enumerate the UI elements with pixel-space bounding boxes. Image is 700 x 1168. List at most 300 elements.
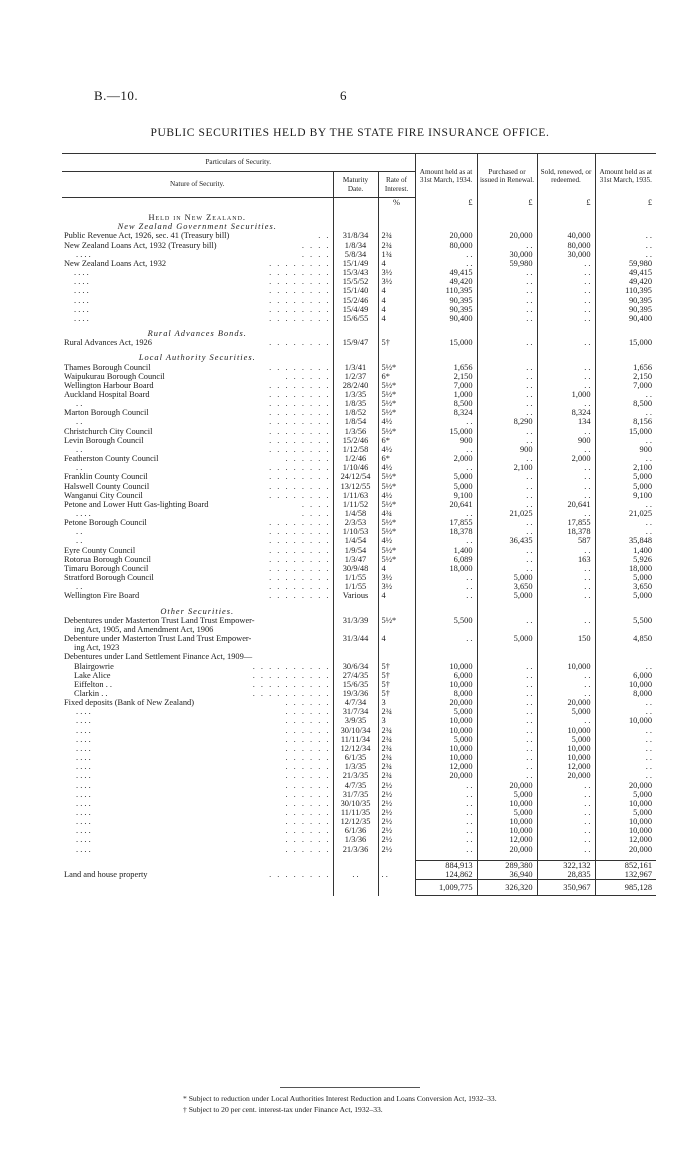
interest-rate: 4 <box>378 564 415 573</box>
security-name <box>62 762 333 771</box>
purchased-amount: . . <box>477 305 537 314</box>
maturity-date: 1/3/47 <box>333 555 378 564</box>
purchased-amount <box>477 625 537 634</box>
leader-dots: . . . . . . . . <box>269 518 331 528</box>
interest-rate: 5½* <box>378 616 415 625</box>
sold-amount: 2,000 <box>537 454 595 463</box>
security-name <box>62 445 333 454</box>
sold-amount: 10,000 <box>537 726 595 735</box>
maturity-date: 6/1/35 <box>333 753 378 762</box>
purchased-amount: . . <box>477 277 537 286</box>
leader-dots: . . . . . . <box>285 698 331 708</box>
amount-held-1934: 18,000 <box>415 564 477 573</box>
table-row <box>62 790 656 799</box>
maturity-date: 1/3/41 <box>333 363 378 372</box>
security-name <box>62 880 333 896</box>
security-name <box>62 286 333 295</box>
amount-held-1934: 5,000 <box>415 735 477 744</box>
purchased-amount: . . <box>477 698 537 707</box>
security-name <box>62 790 333 799</box>
interest-rate: 5† <box>378 689 415 698</box>
page-reference: B.—10. <box>94 88 139 103</box>
leader-dots: . . . . . . . . <box>269 435 331 445</box>
sold-amount: 134 <box>537 417 595 426</box>
sold-header: Sold, renewed, or redeemed. <box>537 154 595 198</box>
maturity-date: 12/12/34 <box>333 744 378 753</box>
maturity-date: 21/3/36 <box>333 845 378 854</box>
purchased-amount: . . <box>477 286 537 295</box>
leader-dots: . . . . . . <box>285 798 331 808</box>
table-row <box>62 781 656 790</box>
sold-amount: . . <box>537 790 595 799</box>
security-name-text: . . . . <box>76 789 91 799</box>
table-row <box>62 231 656 240</box>
footnote-dagger: † Subject to 20 per cent. interest-tax under Finance Act, 1932–33. <box>183 1105 383 1114</box>
leader-dots: . . . . . . . . <box>269 286 331 296</box>
security-name-text: . . . . <box>76 826 91 836</box>
security-name <box>62 564 333 573</box>
table-row <box>62 564 656 573</box>
interest-rate: 2½ <box>378 799 415 808</box>
security-name <box>62 338 333 347</box>
amount-held-1934: . . <box>415 417 477 426</box>
amount-held-1934: 7,000 <box>415 381 477 390</box>
maturity-date: 1/4/58 <box>333 509 378 518</box>
sold-amount: 80,000 <box>537 241 595 250</box>
sold-amount: 150 <box>537 634 595 643</box>
sold-amount <box>537 625 595 634</box>
interest-rate: 4½ <box>378 417 415 426</box>
leader-dots: . . . . . . <box>285 725 331 735</box>
sold-amount: 30,000 <box>537 250 595 259</box>
maturity-date: 13/12/55 <box>333 482 378 491</box>
security-name <box>62 870 333 880</box>
amount-held-1934: 20,641 <box>415 500 477 509</box>
leader-dots: . . . . . . . . . . <box>252 661 331 671</box>
sold-amount: . . <box>537 286 595 295</box>
purchased-amount: . . <box>477 482 537 491</box>
interest-rate: 2½ <box>378 835 415 844</box>
interest-rate: 2½ <box>378 808 415 817</box>
rate-header: Rate of Interest. <box>378 172 415 198</box>
interest-rate: 3½ <box>378 573 415 582</box>
amount-unit-1934: £ <box>415 198 477 208</box>
security-name-text: . . . . <box>76 509 91 518</box>
interest-rate: 3½ <box>378 277 415 286</box>
maturity-date <box>333 652 378 661</box>
security-name-text: . . . . <box>76 762 91 772</box>
security-name <box>62 860 333 870</box>
sold-amount <box>537 643 595 652</box>
amount-held-1934: 8,500 <box>415 399 477 408</box>
amount-held-1935: 20,000 <box>595 845 656 854</box>
amount-held-1935: 1,400 <box>595 546 656 555</box>
security-name <box>62 726 333 735</box>
maturity-date: 1/12/58 <box>333 445 378 454</box>
maturity-date: 1/3/35 <box>333 390 378 399</box>
purchased-amount: 10,000 <box>477 799 537 808</box>
amount-held-1935: 852,161 <box>595 860 656 870</box>
amount-held-1934: 1,000 <box>415 390 477 399</box>
amount-held-1935: 15,000 <box>595 427 656 436</box>
purchased-amount: . . <box>477 427 537 436</box>
security-name-text: . . . . <box>76 771 91 781</box>
amount-held-1934 <box>415 652 477 661</box>
sold-amount: . . <box>537 680 595 689</box>
interest-rate: 5½* <box>378 363 415 372</box>
amount-held-1935: . . <box>595 726 656 735</box>
region-heading: Held in New Zealand. <box>148 213 247 223</box>
security-name <box>62 591 333 600</box>
amount-held-1934: 15,000 <box>415 427 477 436</box>
security-name <box>62 408 333 417</box>
security-name-text: . . . . <box>76 707 91 717</box>
purchased-amount: . . <box>477 527 537 536</box>
leader-dots: . . . . . . . . <box>269 389 331 399</box>
interest-rate: 4 <box>378 314 415 323</box>
leader-dots: . . . . . . . . <box>269 582 331 592</box>
amount-held-1934: . . <box>415 799 477 808</box>
interest-rate: 2¾ <box>378 744 415 753</box>
security-name <box>62 347 333 353</box>
amount-held-1935: 10,000 <box>595 817 656 826</box>
sold-amount: 20,000 <box>537 771 595 780</box>
sold-amount: . . <box>537 363 595 372</box>
amount-held-1934: . . <box>415 845 477 854</box>
empty-cell <box>595 607 656 616</box>
security-name-text: Wellington Harbour Board <box>64 380 154 390</box>
interest-rate: 5½* <box>378 482 415 491</box>
purchased-amount: . . <box>477 518 537 527</box>
interest-rate: 3½ <box>378 268 415 277</box>
purchased-amount: 20,000 <box>477 231 537 240</box>
amount-held-1934: . . <box>415 259 477 268</box>
table-row <box>62 634 656 643</box>
purchased-amount: . . <box>477 500 537 509</box>
leader-dots: . . . . . . . . <box>269 313 331 323</box>
amount-held-1934: 1,400 <box>415 546 477 555</box>
empty-cell <box>333 329 378 338</box>
empty-cell <box>595 329 656 338</box>
sold-amount: . . <box>537 259 595 268</box>
leader-dots: . . . . . . <box>285 826 331 836</box>
amount-held-1934: . . <box>415 591 477 600</box>
security-name <box>62 241 333 250</box>
leader-dots: . . . . . . . . <box>269 563 331 573</box>
maturity-date <box>333 643 378 652</box>
leader-dots: . . . . . . . . <box>269 591 331 601</box>
amount-held-1934: 10,000 <box>415 753 477 762</box>
amount-held-1935: 5,000 <box>595 482 656 491</box>
maturity-date: 15/6/35 <box>333 680 378 689</box>
leader-dots: . . . . . . . . <box>269 426 331 436</box>
maturity-date: 15/6/55 <box>333 314 378 323</box>
amount-held-1935: . . <box>595 250 656 259</box>
security-name-text: . . . . <box>76 835 91 845</box>
purchased-amount: . . <box>477 680 537 689</box>
purchased-amount: 36,940 <box>477 870 537 880</box>
interest-rate: 2½ <box>378 826 415 835</box>
amount-held-1934: . . <box>415 634 477 643</box>
security-name-text: Blairgowrie <box>74 661 114 671</box>
section-heading: Other Securities. <box>160 606 235 616</box>
security-name <box>62 671 333 680</box>
security-name <box>62 625 333 634</box>
empty-cell <box>415 213 477 222</box>
security-name <box>62 753 333 762</box>
amount-held-1935: . . <box>595 771 656 780</box>
leader-dots: . . . . . . <box>285 743 331 753</box>
leader-dots: . . . . . . . . <box>269 295 331 305</box>
security-name <box>62 518 333 527</box>
table-row <box>62 390 656 399</box>
maturity-date: 15/3/43 <box>333 268 378 277</box>
security-name <box>62 643 333 652</box>
security-name-text: Public Revenue Act, 1926, sec. 41 (Treasury bill) <box>64 231 230 241</box>
amount-held-1934: 1,656 <box>415 363 477 372</box>
leader-dots: . . . . . . . . <box>269 408 331 418</box>
table-row <box>62 808 656 817</box>
purchased-amount: . . <box>477 689 537 698</box>
amount-held-1934: 20,000 <box>415 231 477 240</box>
leader-dots: . . . . . . . . <box>269 380 331 390</box>
sold-amount: . . <box>537 835 595 844</box>
security-name <box>62 808 333 817</box>
amount-held-1935: . . <box>595 753 656 762</box>
maturity-date: 1/1/55 <box>333 573 378 582</box>
purchased-amount: 21,025 <box>477 509 537 518</box>
maturity-date: 30/10/34 <box>333 726 378 735</box>
security-name-text: Waipukurau Borough Council <box>64 371 165 381</box>
purchased-amount: 2,100 <box>477 463 537 472</box>
leader-dots: . . . . . . <box>285 753 331 763</box>
sold-amount: 12,000 <box>537 762 595 771</box>
purchased-amount: . . <box>477 408 537 417</box>
amount-held-1935: 59,980 <box>595 259 656 268</box>
table-row <box>62 454 656 463</box>
subtotal-row <box>62 860 656 870</box>
amount-held-1935: . . <box>595 241 656 250</box>
leader-dots: . . . . . . . . <box>269 554 331 564</box>
maturity-date: 31/3/39 <box>333 616 378 625</box>
sold-amount: 350,967 <box>537 880 595 896</box>
table-row <box>62 286 656 295</box>
security-name-text: . . . . <box>76 716 91 726</box>
leader-dots: . . . . <box>301 509 331 518</box>
security-name <box>62 744 333 753</box>
empty-cell <box>415 329 477 338</box>
purchased-amount: . . <box>477 564 537 573</box>
amount-held-1935 <box>595 625 656 634</box>
maturity-date: 11/11/35 <box>333 808 378 817</box>
leader-dots: . . . . . . <box>285 771 331 781</box>
table-row <box>62 817 656 826</box>
maturity-date: 1/8/34 <box>333 241 378 250</box>
total-row <box>62 880 656 896</box>
table-row <box>62 762 656 771</box>
table-row <box>62 445 656 454</box>
amount-held-1934: 1,009,775 <box>415 880 477 896</box>
purchased-amount: 20,000 <box>477 845 537 854</box>
security-name <box>62 546 333 555</box>
table-row <box>62 417 656 426</box>
security-name-text: Marton Borough Council <box>64 408 149 418</box>
sold-amount: 10,000 <box>537 744 595 753</box>
interest-rate: 5† <box>378 338 415 347</box>
table-row <box>62 241 656 250</box>
maturity-date: 1/8/52 <box>333 408 378 417</box>
amount-held-1935: . . <box>595 527 656 536</box>
sold-amount: 322,132 <box>537 860 595 870</box>
rate-unit: % <box>378 198 415 208</box>
security-name-text: Stratford Borough Council <box>64 573 154 583</box>
interest-rate: 5½* <box>378 518 415 527</box>
sold-amount: 10,000 <box>537 753 595 762</box>
empty-cell <box>477 222 537 231</box>
empty-cell <box>595 353 656 362</box>
interest-rate: 5½* <box>378 408 415 417</box>
leader-dots: . . . . . . . . <box>269 545 331 555</box>
purchased-amount <box>477 643 537 652</box>
purchased-amount: . . <box>477 771 537 780</box>
sold-amount: 1,000 <box>537 390 595 399</box>
maturity-date: 1/11/52 <box>333 500 378 509</box>
sold-amount: 28,835 <box>537 870 595 880</box>
amount-held-1934: 10,000 <box>415 680 477 689</box>
amount-held-1935: . . <box>595 762 656 771</box>
sold-amount: 5,000 <box>537 707 595 716</box>
leader-dots: . . . . . . . . . . <box>252 679 331 689</box>
sold-amount: . . <box>537 716 595 725</box>
table-row <box>62 363 656 372</box>
security-name <box>62 500 333 509</box>
maturity-date: 31/8/34 <box>333 231 378 240</box>
empty-cell <box>477 213 537 222</box>
maturity-date: 5/8/34 <box>333 250 378 259</box>
security-name-text: Levin Borough Council <box>64 435 144 445</box>
amount-held-1935: 985,128 <box>595 880 656 896</box>
security-name-text: Debentures under Land Settlement Finance Act, 1909— <box>64 652 253 662</box>
interest-rate: 5½* <box>378 555 415 564</box>
table-row <box>62 582 656 591</box>
maturity-date: 28/2/40 <box>333 381 378 390</box>
security-name <box>62 314 333 323</box>
purchased-amount: . . <box>477 753 537 762</box>
maturity-date: 1/1/55 <box>333 582 378 591</box>
leader-dots: . . . . . . . . <box>269 277 331 287</box>
security-name-text: Wanganui City Council <box>64 490 143 500</box>
interest-rate: 4½ <box>378 463 415 472</box>
security-name <box>62 652 333 661</box>
security-name <box>62 427 333 436</box>
leader-dots: . . . . . . . . <box>269 472 331 482</box>
sold-amount: . . <box>537 399 595 408</box>
table-row <box>62 472 656 481</box>
security-name-text: . . . . <box>74 295 89 305</box>
amount-held-1935: 6,000 <box>595 671 656 680</box>
table-row <box>62 707 656 716</box>
purchased-amount: . . <box>477 555 537 564</box>
amount-held-1934: 49,420 <box>415 277 477 286</box>
amount-held-1935: 20,000 <box>595 781 656 790</box>
interest-rate: 2¾ <box>378 726 415 735</box>
amount-held-1934: . . <box>415 835 477 844</box>
amount-held-1935: 10,000 <box>595 826 656 835</box>
security-name-text: . . <box>76 463 83 473</box>
sold-amount: . . <box>537 491 595 500</box>
sold-amount: . . <box>537 616 595 625</box>
maturity-date: 11/11/34 <box>333 735 378 744</box>
empty-cell <box>333 607 378 616</box>
security-name-text: Land and house property <box>64 869 148 879</box>
table-row <box>62 616 656 625</box>
amount-held-1935: 5,000 <box>595 790 656 799</box>
amount-held-1935: 132,967 <box>595 870 656 880</box>
leader-dots: . . . . . . . . <box>269 573 331 583</box>
maturity-date: 21/3/35 <box>333 771 378 780</box>
security-name <box>62 372 333 381</box>
interest-rate: 2¾ <box>378 735 415 744</box>
security-name-text: . . . . <box>76 743 91 753</box>
purchased-amount: . . <box>477 735 537 744</box>
sold-amount: . . <box>537 689 595 698</box>
purchased-amount: 900 <box>477 445 537 454</box>
purchased-amount: . . <box>477 662 537 671</box>
leader-dots: . . . . . . . . <box>269 490 331 500</box>
empty-cell <box>415 353 477 362</box>
security-name <box>62 296 333 305</box>
sold-amount: . . <box>537 381 595 390</box>
amount-held-1935: . . <box>595 662 656 671</box>
amount-held-1935: 5,500 <box>595 616 656 625</box>
amount-held-1934: 2,150 <box>415 372 477 381</box>
sold-amount: . . <box>537 546 595 555</box>
section-heading: Rural Advances Bonds. <box>147 329 247 339</box>
amount-held-1934: . . <box>415 817 477 826</box>
amount-held-1935: . . <box>595 408 656 417</box>
amount-held-1935: . . <box>595 454 656 463</box>
table-row <box>62 509 656 518</box>
sold-amount: . . <box>537 482 595 491</box>
sold-amount <box>537 652 595 661</box>
amount-held-1934: 900 <box>415 436 477 445</box>
interest-rate: 2¾ <box>378 771 415 780</box>
amount-held-1934: . . <box>415 582 477 591</box>
leader-dots: . . . . . . <box>285 454 331 464</box>
amount-held-1934: . . <box>415 781 477 790</box>
footnotes <box>0 1093 700 1115</box>
purchased-amount: . . <box>477 268 537 277</box>
security-name <box>62 207 333 213</box>
amount-held-1935: 90,400 <box>595 314 656 323</box>
amount-held-1935: 5,000 <box>595 591 656 600</box>
maturity-date: 1/10/46 <box>333 463 378 472</box>
security-name <box>62 735 333 744</box>
security-name <box>62 491 333 500</box>
table-row <box>62 436 656 445</box>
interest-rate: 5½* <box>378 500 415 509</box>
interest-rate <box>378 652 415 661</box>
table-row <box>62 573 656 582</box>
amount-held-1934: 10,000 <box>415 662 477 671</box>
maturity-date: 31/3/44 <box>333 634 378 643</box>
amount-held-1934: 10,000 <box>415 716 477 725</box>
purchased-amount: . . <box>477 716 537 725</box>
sold-amount: . . <box>537 338 595 347</box>
amount-held-1935: 18,000 <box>595 564 656 573</box>
security-name-text: Wellington Fire Board <box>64 591 140 601</box>
section-row <box>62 353 656 362</box>
